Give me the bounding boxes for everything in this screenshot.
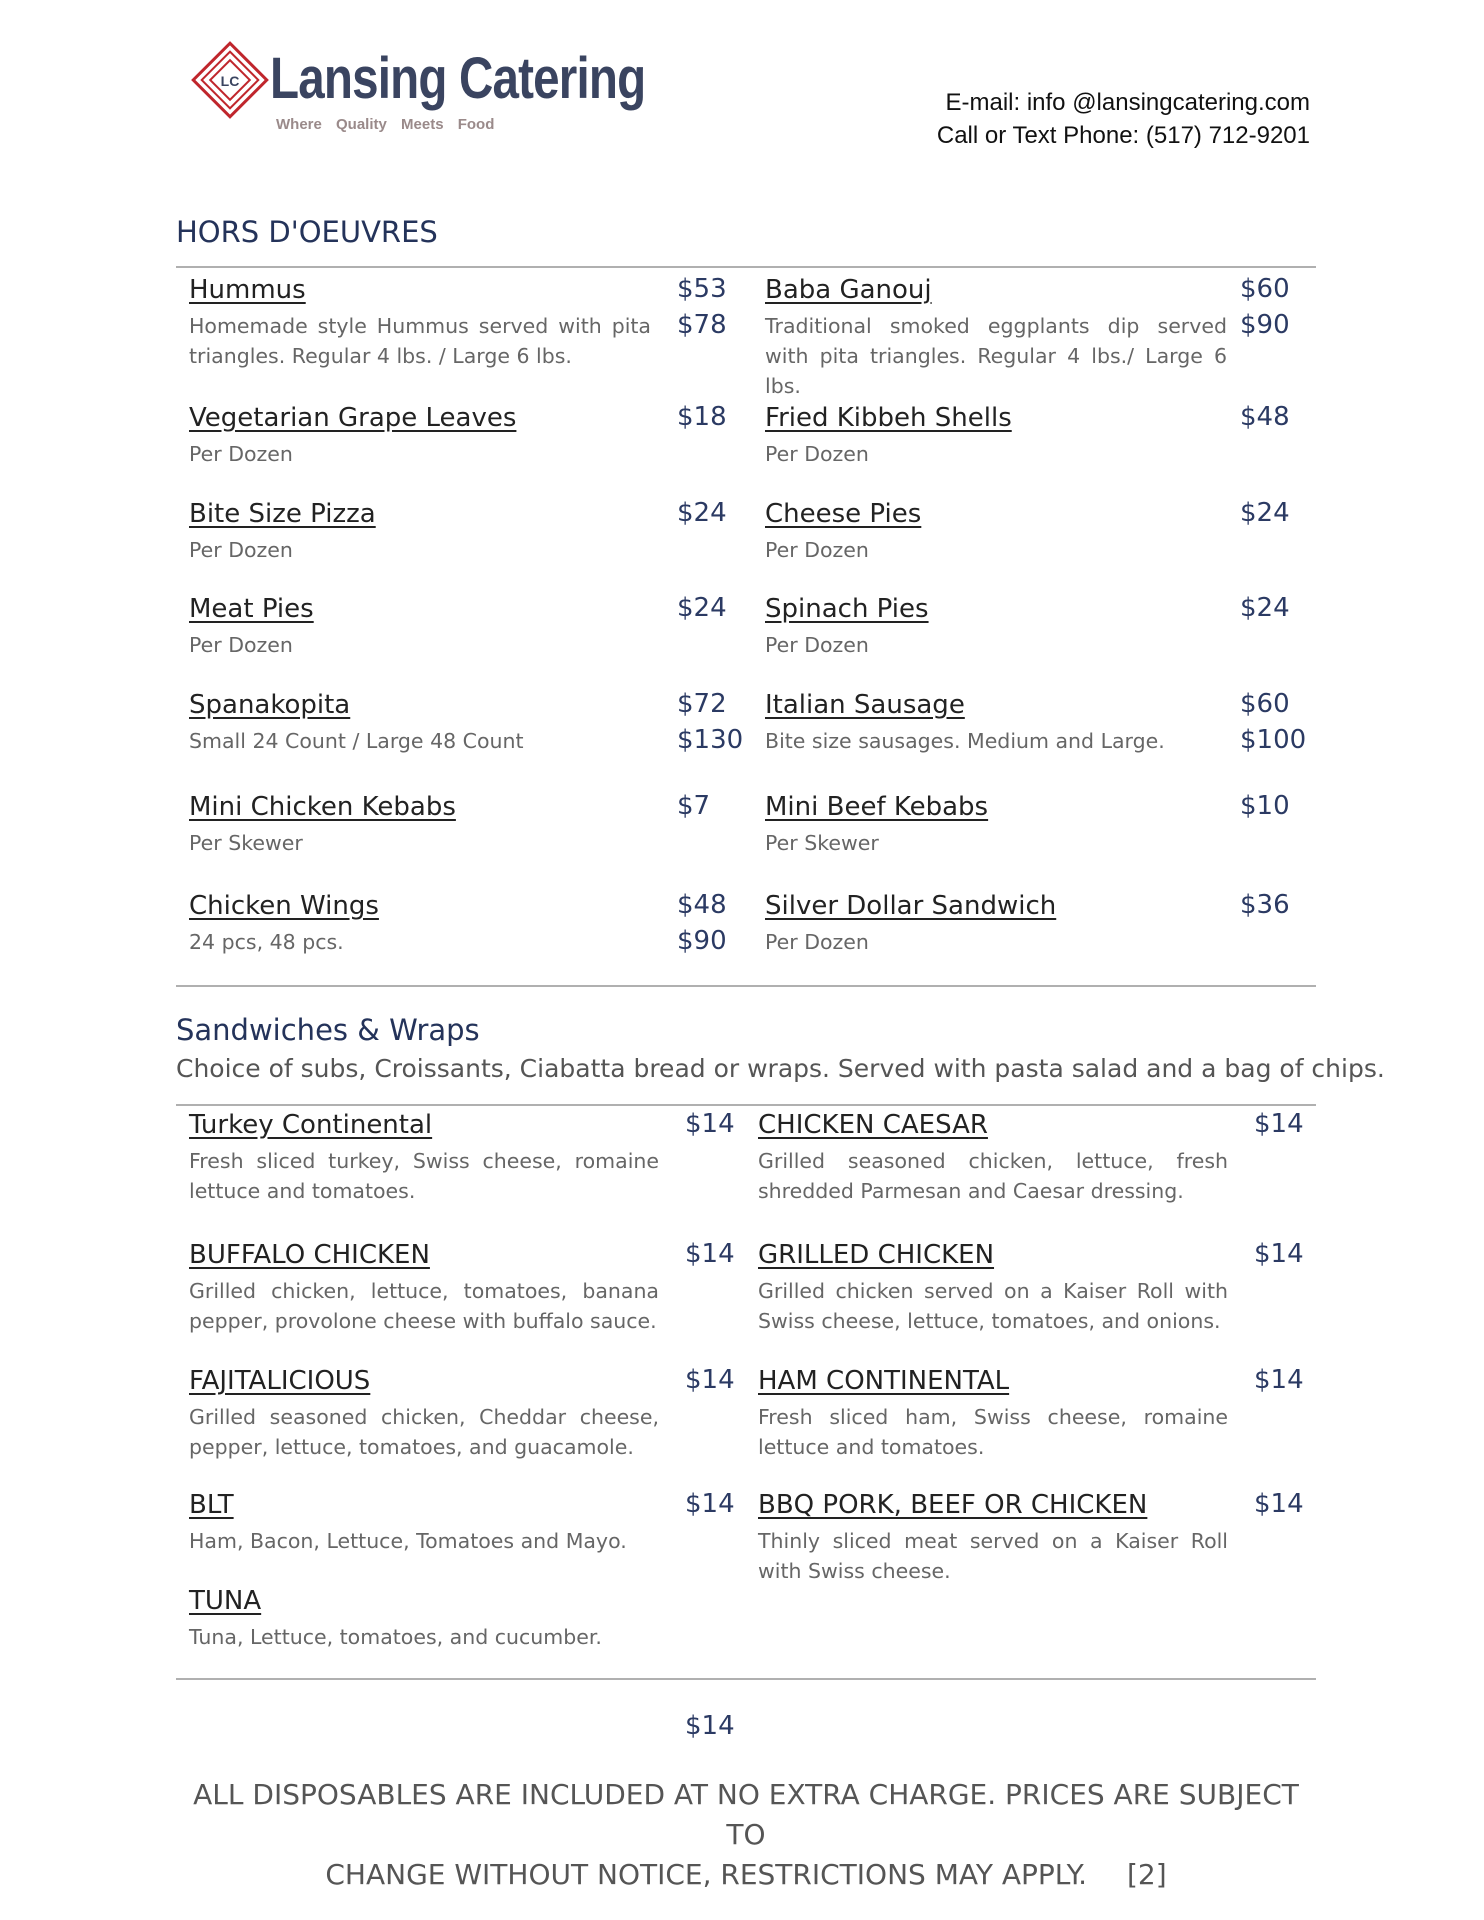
menu-item-name: Spanakopita bbox=[189, 690, 351, 720]
menu-item-description: Per Dozen bbox=[765, 930, 869, 954]
menu-item-description: Per Dozen bbox=[189, 538, 293, 562]
section-title-hors-doeuvres: HORS D'OEUVRES bbox=[176, 215, 438, 249]
menu-item-description: Grilled chicken served on a Kaiser Roll with Swiss cheese, lettuce, tomatoes, and onions. bbox=[758, 1279, 1228, 1333]
menu-item-price: $90 bbox=[1240, 310, 1290, 340]
menu-item-price: $24 bbox=[1240, 593, 1290, 623]
menu-item-description: Grilled seasoned chicken, Cheddar cheese, pepper, lettuce, tomatoes, and guacamole. bbox=[189, 1405, 659, 1459]
menu-item-price: $36 bbox=[1240, 890, 1290, 920]
menu-item-name: BLT bbox=[189, 1490, 234, 1520]
menu-item-name: Spinach Pies bbox=[765, 594, 929, 624]
menu-item-description: Per Skewer bbox=[765, 831, 879, 855]
menu-item-description: Grilled chicken, lettuce, tomatoes, banana pepper, provolone cheese with buffalo sauce. bbox=[189, 1279, 659, 1333]
menu-item-price: $10 bbox=[1240, 791, 1290, 821]
logo-mark bbox=[190, 40, 270, 120]
menu-item-price: $100 bbox=[1240, 725, 1307, 755]
menu-item-description: Tuna, Lettuce, tomatoes, and cucumber. bbox=[189, 1625, 602, 1649]
divider bbox=[176, 985, 1316, 987]
divider bbox=[176, 1104, 1316, 1106]
menu-item-price: $14 bbox=[685, 1711, 735, 1741]
menu-item-name: Fried Kibbeh Shells bbox=[765, 403, 1012, 433]
menu-item-name: BBQ PORK, BEEF OR CHICKEN bbox=[758, 1490, 1148, 1520]
menu-item-name: Baba Ganouj bbox=[765, 275, 932, 305]
menu-item-description: Small 24 Count / Large 48 Count bbox=[189, 729, 524, 753]
menu-item-description: Per Dozen bbox=[189, 633, 293, 657]
menu-item-name: CHICKEN CAESAR bbox=[758, 1110, 988, 1140]
menu-item-description: Fresh sliced turkey, Swiss cheese, romaine lettuce and tomatoes. bbox=[189, 1149, 659, 1203]
menu-item-name: Cheese Pies bbox=[765, 499, 922, 529]
menu-item-description: Thinly sliced meat served on a Kaiser Roll with Swiss cheese. bbox=[758, 1529, 1228, 1583]
menu-item-price: $72 bbox=[677, 689, 727, 719]
section-subtitle-sandwiches: Choice of subs, Croissants, Ciabatta bread or wraps. Served with pasta salad and a bag of chips. bbox=[176, 1054, 1385, 1083]
menu-item-name: TUNA bbox=[189, 1586, 262, 1616]
menu-item-name: BUFFALO CHICKEN bbox=[189, 1240, 430, 1270]
menu-item-name: Bite Size Pizza bbox=[189, 499, 376, 529]
menu-item-price: $60 bbox=[1240, 689, 1290, 719]
menu-item-price: $53 bbox=[677, 274, 727, 304]
menu-item-price: $48 bbox=[1240, 402, 1290, 432]
menu-item-name: FAJITALICIOUS bbox=[189, 1366, 371, 1396]
menu-item-name: Turkey Continental bbox=[189, 1110, 433, 1140]
menu-item-name: Meat Pies bbox=[189, 594, 314, 624]
menu-item-name: Vegetarian Grape Leaves bbox=[189, 403, 517, 433]
menu-item-name: Hummus bbox=[189, 275, 306, 305]
contact-block bbox=[900, 86, 1310, 152]
footer-notice bbox=[176, 1775, 1316, 1895]
menu-item-description: Per Dozen bbox=[765, 442, 869, 466]
menu-item-price: $78 bbox=[677, 310, 727, 340]
contact-email[interactable]: E-mail: info @lansingcatering.com bbox=[945, 89, 1310, 116]
menu-item-price: $18 bbox=[677, 402, 727, 432]
menu-item-price: $14 bbox=[685, 1109, 735, 1139]
menu-item-price: $14 bbox=[685, 1365, 735, 1395]
menu-item-price: $24 bbox=[677, 498, 727, 528]
menu-item-name: Mini Beef Kebabs bbox=[765, 792, 989, 822]
logo-tagline: Where Quality Meets Food bbox=[276, 116, 495, 133]
contact-phone[interactable]: Call or Text Phone: (517) 712-9201 bbox=[936, 122, 1310, 149]
menu-item-price: $24 bbox=[677, 593, 727, 623]
footer-line-1: ALL DISPOSABLES ARE INCLUDED AT NO EXTRA CHARGE. PRICES ARE SUBJECT TO bbox=[193, 1778, 1299, 1851]
divider bbox=[176, 1678, 1316, 1680]
menu-item-price: $14 bbox=[685, 1489, 735, 1519]
menu-item-description: Per Dozen bbox=[189, 442, 293, 466]
menu-item-price: $48 bbox=[677, 890, 727, 920]
menu-item-description: Ham, Bacon, Lettuce, Tomatoes and Mayo. bbox=[189, 1529, 627, 1553]
menu-item-price: $60 bbox=[1240, 274, 1290, 304]
menu-item-description: Grilled seasoned chicken, lettuce, fresh shredded Parmesan and Caesar dressing. bbox=[758, 1149, 1228, 1203]
menu-item-description: Traditional smoked eggplants dip served with pita triangles. Regular 4 lbs./ Large 6 lbs. bbox=[765, 314, 1227, 398]
menu-item-description: Fresh sliced ham, Swiss cheese, romaine lettuce and tomatoes. bbox=[758, 1405, 1228, 1459]
menu-item-price: $14 bbox=[1254, 1365, 1304, 1395]
menu-item-price: $24 bbox=[1240, 498, 1290, 528]
menu-item-name: Italian Sausage bbox=[765, 690, 965, 720]
menu-item-description: Homemade style Hummus served with pita triangles. Regular 4 lbs. / Large 6 lbs. bbox=[189, 314, 651, 368]
footer-line-2: CHANGE WITHOUT NOTICE, RESTRICTIONS MAY APPLY. bbox=[325, 1858, 1087, 1891]
menu-item-description: 24 pcs, 48 pcs. bbox=[189, 930, 344, 954]
menu-item-price: $7 bbox=[677, 791, 711, 821]
menu-item-name: HAM CONTINENTAL bbox=[758, 1366, 1010, 1396]
menu-item-description: Bite size sausages. Medium and Large. bbox=[765, 729, 1165, 753]
logo-name: Lansing Catering bbox=[270, 46, 646, 111]
menu-item-price: $90 bbox=[677, 926, 727, 956]
menu-item-name: Mini Chicken Kebabs bbox=[189, 792, 456, 822]
menu-item-price: $14 bbox=[1254, 1109, 1304, 1139]
menu-item-price: $14 bbox=[1254, 1489, 1304, 1519]
divider bbox=[176, 266, 1316, 268]
page-number: [2] bbox=[1126, 1858, 1167, 1891]
menu-item-name: Silver Dollar Sandwich bbox=[765, 891, 1057, 921]
menu-item-name: Chicken Wings bbox=[189, 891, 379, 921]
menu-item-price: $130 bbox=[677, 725, 744, 755]
menu-item-description: Per Dozen bbox=[765, 538, 869, 562]
menu-item-price: $14 bbox=[685, 1239, 735, 1269]
menu-item-price: $14 bbox=[1254, 1239, 1304, 1269]
logo-monogram: LC bbox=[220, 73, 240, 89]
menu-item-description: Per Dozen bbox=[765, 633, 869, 657]
menu-item-name: GRILLED CHICKEN bbox=[758, 1240, 995, 1270]
section-title-sandwiches: Sandwiches & Wraps bbox=[176, 1013, 480, 1047]
menu-item-description: Per Skewer bbox=[189, 831, 303, 855]
